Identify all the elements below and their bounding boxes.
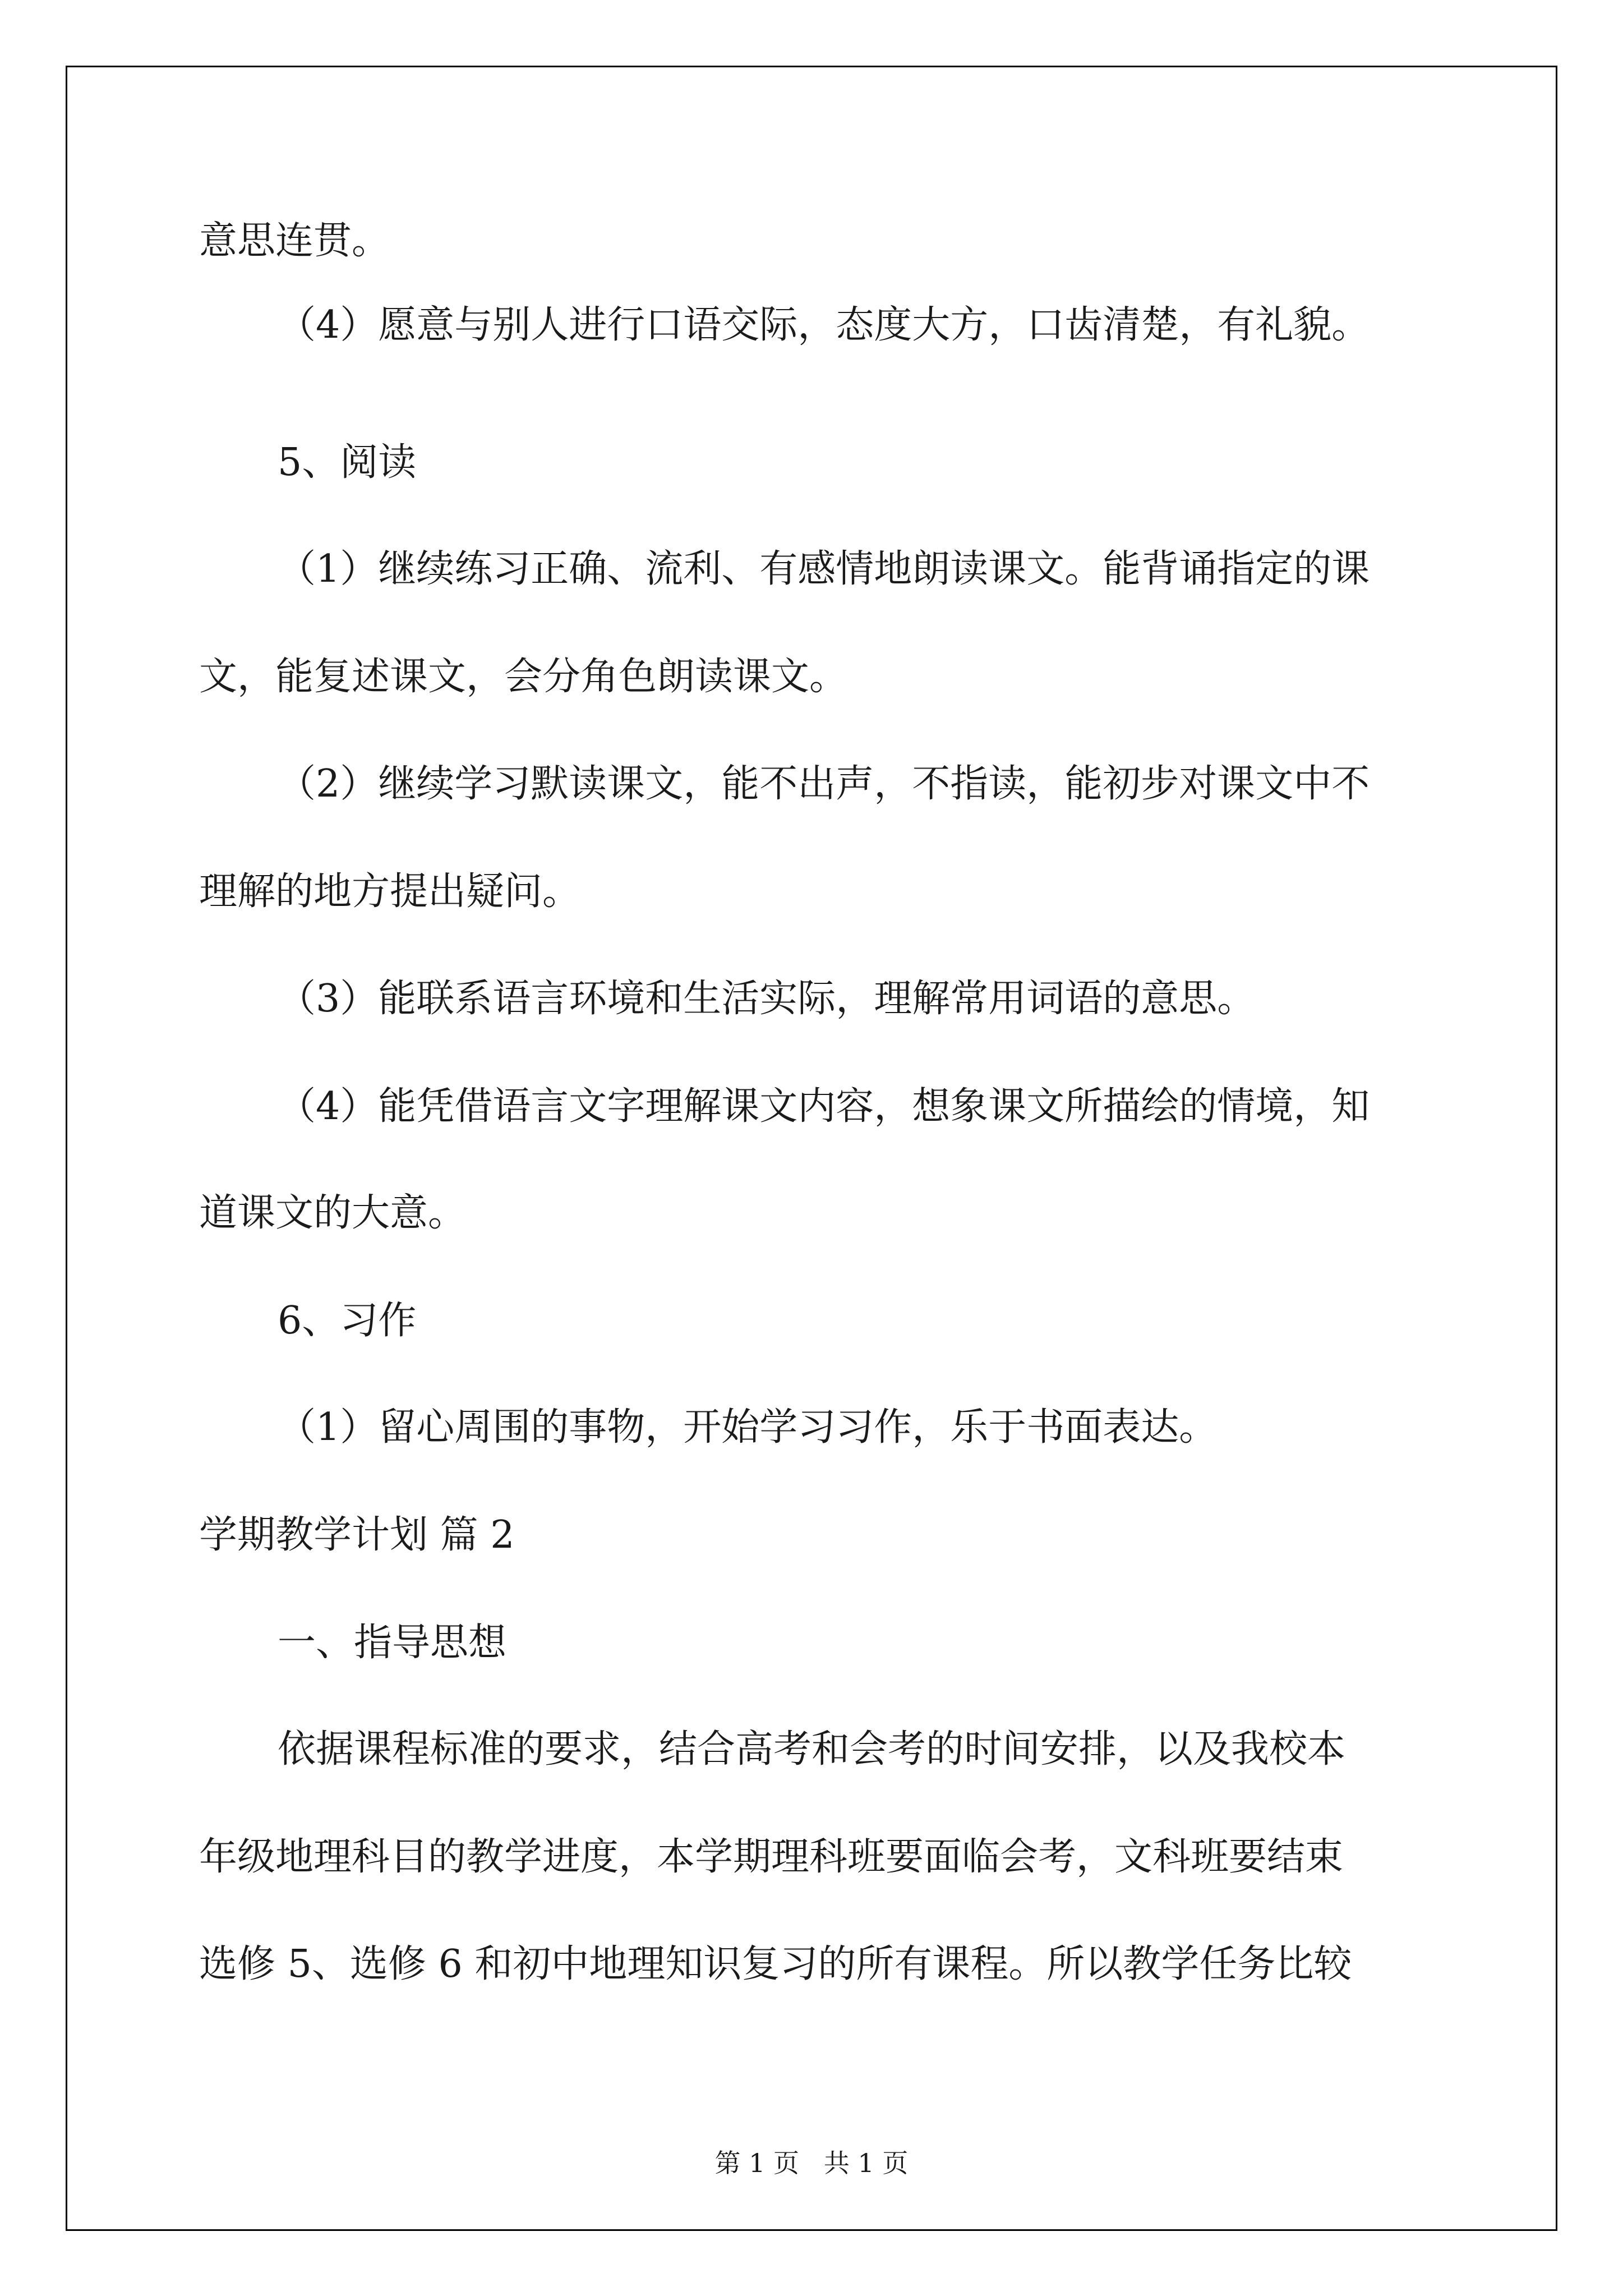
text-line: 年级地理科目的教学进度，本学期理科班要面临会考，文科班要结束 bbox=[199, 1835, 1344, 1879]
section-heading: 5、阅读 bbox=[278, 440, 417, 485]
text-line: （1）留心周围的事物，开始学习习作，乐于书面表达。 bbox=[278, 1405, 1218, 1450]
text-line: 选修 5、选修 6 和初中地理知识复习的所有课程。所以教学任务比较 bbox=[199, 1942, 1352, 1986]
section-heading: 6、习作 bbox=[278, 1299, 417, 1343]
text-line: 意思连贯。 bbox=[199, 219, 390, 263]
text-line: 道课文的大意。 bbox=[199, 1191, 467, 1235]
section-heading: 一、指导思想 bbox=[278, 1621, 507, 1665]
text-line: （3）能联系语言环境和生活实际，理解常用词语的意思。 bbox=[278, 977, 1256, 1021]
text-line: （1）继续练习正确、流利、有感情地朗读课文。能背诵指定的课 bbox=[278, 547, 1370, 591]
text-line: 依据课程标准的要求，结合高考和会考的时间安排，以及我校本 bbox=[278, 1727, 1346, 1772]
text-line: 文，能复述课文，会分角色朗读课文。 bbox=[199, 655, 848, 699]
page-footer: 第 1 页 共 1 页 bbox=[714, 2148, 909, 2178]
text-line: （4）愿意与别人进行口语交际，态度大方，口齿清楚，有礼貌。 bbox=[278, 303, 1370, 347]
text-line: （2）继续学习默读课文，能不出声，不指读，能初步对课文中不 bbox=[278, 762, 1370, 806]
page-border bbox=[66, 66, 1557, 2231]
document-subtitle: 学期教学计划 篇 2 bbox=[199, 1513, 515, 1557]
text-line: 理解的地方提出疑问。 bbox=[199, 869, 581, 914]
text-line: （4）能凭借语言文字理解课文内容，想象课文所描绘的情境，知 bbox=[278, 1084, 1370, 1129]
